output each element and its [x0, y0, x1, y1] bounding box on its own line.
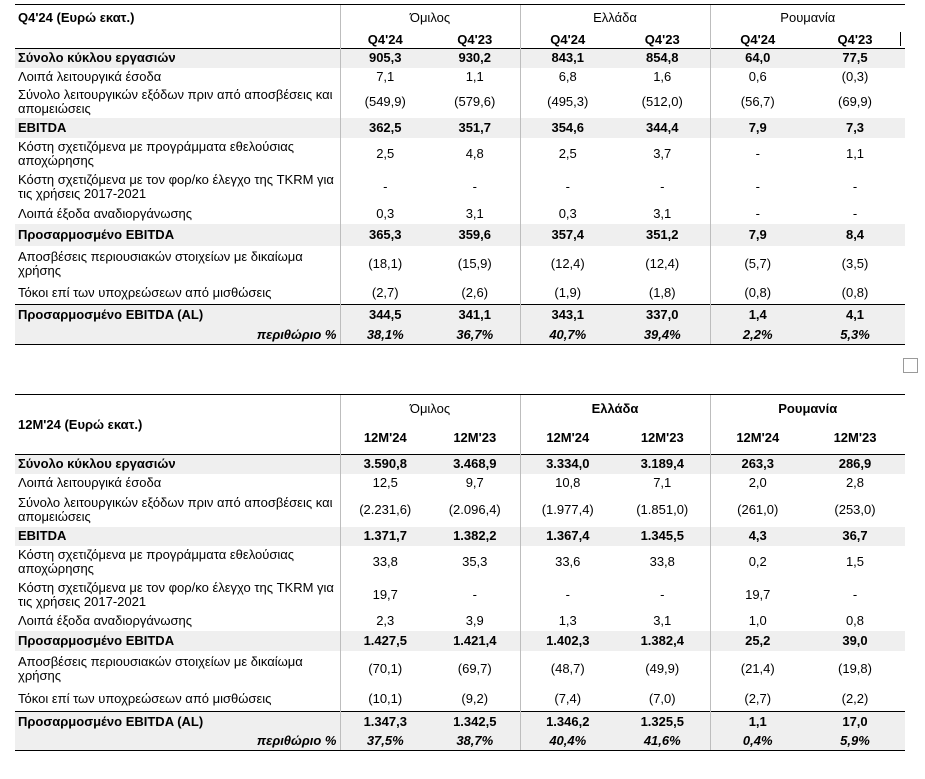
cell: 1,4	[710, 305, 805, 326]
cell: (2,7)	[710, 688, 805, 712]
cell: 4,3	[710, 527, 805, 546]
cell: 33,6	[520, 546, 615, 579]
column-header: 12M'24	[520, 423, 615, 455]
cell: 3.468,9	[430, 455, 520, 474]
cell: 40,4%	[520, 732, 615, 751]
cell: 36,7%	[430, 326, 520, 345]
row-label: Λοιπά έξοδα αναδιοργάνωσης	[18, 613, 193, 628]
cell: (0,3)	[841, 69, 869, 84]
cell: (1,9)	[520, 282, 615, 305]
cell: 359,6	[430, 224, 520, 246]
cell: -	[520, 579, 615, 612]
cell: 36,7	[805, 527, 905, 546]
cell: (2.231,6)	[340, 493, 430, 527]
cell: (1.977,4)	[520, 493, 615, 527]
cell: 2,2%	[710, 326, 805, 345]
cell: (7,0)	[648, 691, 676, 707]
cell: 17,0	[805, 712, 905, 732]
cell: (261,0)	[710, 493, 805, 527]
cell: -	[710, 138, 805, 171]
cell: 1.325,5	[615, 712, 710, 732]
row-label: Σύνολο κύκλου εργασιών	[15, 49, 340, 68]
table-row	[15, 527, 905, 546]
table-row	[15, 631, 905, 651]
column-header: Q4'24	[520, 32, 615, 49]
cell: 41,6%	[615, 732, 710, 751]
cell: 7,1	[653, 475, 672, 490]
cell: (7,4)	[520, 688, 615, 712]
cell: 286,9	[805, 455, 905, 474]
financials-table-q4	[15, 4, 905, 345]
cell: 930,2	[430, 49, 520, 68]
table-row	[15, 138, 905, 171]
cell: 5,3%	[805, 326, 905, 345]
cell: 1.342,5	[430, 712, 520, 732]
cell: 1.367,4	[520, 527, 615, 546]
cell: -	[852, 205, 858, 221]
column-header: Q4'24	[340, 32, 430, 49]
table-row	[15, 474, 905, 493]
table-row	[15, 118, 905, 138]
cell: 7,9	[710, 224, 805, 246]
cell: -	[472, 587, 477, 602]
cell: 344,4	[615, 118, 710, 138]
cell: 0,8	[845, 613, 865, 628]
row-label: Κόστη σχετιζόμενα με προγράμματα εθελούσιας αποχώρησης	[18, 139, 295, 168]
row-label: περιθώριο %	[15, 732, 340, 751]
cell: (0,8)	[841, 284, 869, 300]
cell: 38,1%	[340, 326, 430, 345]
cell: 2,0	[710, 474, 805, 493]
row-label: Προσαρμοσμένο EBITDA	[15, 224, 340, 246]
cell: 1,5	[845, 554, 865, 569]
cell: 7,1	[340, 68, 430, 87]
cell: (15,9)	[457, 255, 492, 271]
cell: 905,3	[340, 49, 430, 68]
cell: 0,2	[710, 546, 805, 579]
cell: 9,7	[465, 475, 484, 490]
cell: 35,3	[462, 554, 488, 569]
cell: (21,4)	[710, 651, 805, 688]
row-label: Αποσβέσεις περιουσιακών στοιχείων με δικαίωμα χρήσης	[18, 248, 303, 278]
cell: (253,0)	[834, 501, 876, 517]
cell: 1.427,5	[340, 631, 430, 651]
row-label: Προσαρμοσμένο EBITDA (AL)	[15, 712, 340, 732]
cell: 341,1	[430, 305, 520, 326]
cell: 3,1	[465, 205, 484, 221]
group-header: Όμιλος	[340, 395, 520, 423]
row-label: Προσαρμοσμένο EBITDA (AL)	[15, 305, 340, 326]
cell: 1.345,5	[615, 527, 710, 546]
table-row	[15, 493, 905, 527]
table-row	[15, 224, 905, 246]
cell: -	[852, 587, 858, 602]
table-row	[15, 87, 905, 118]
cell: 1.371,7	[340, 527, 430, 546]
table-row	[15, 305, 905, 326]
cell: 357,4	[520, 224, 615, 246]
cell: 263,3	[710, 455, 805, 474]
cell: 77,5	[805, 49, 905, 68]
cell: 3,9	[465, 613, 484, 628]
cell: (49,9)	[645, 661, 680, 676]
row-label: Λοιπά λειτουργικά έσοδα	[18, 475, 162, 490]
row-label: Σύνολο λειτουργικών εξόδων πριν από αποσβέσεις και απομειώσεις	[18, 87, 333, 116]
cell: -	[472, 179, 477, 194]
column-header: 12M'23	[640, 430, 684, 446]
cell: 354,6	[520, 118, 615, 138]
cell: (2,7)	[340, 282, 430, 305]
cell: -	[660, 179, 665, 194]
cell: -	[710, 204, 805, 224]
row-label: Προσαρμοσμένο EBITDA	[15, 631, 340, 651]
row-label: Κόστη σχετιζόμενα με προγράμματα εθελούσιας αποχώρησης	[18, 547, 295, 576]
cell: 7,9	[710, 118, 805, 138]
cell: 0,4%	[710, 732, 805, 751]
cell: 4,8	[465, 146, 484, 161]
cell: 37,5%	[340, 732, 430, 751]
row-label: Σύνολο κύκλου εργασιών	[15, 455, 340, 474]
cell: 64,0	[710, 49, 805, 68]
table-row	[15, 688, 905, 712]
cell: 3.590,8	[340, 455, 430, 474]
cell: 25,2	[710, 631, 805, 651]
table-row	[15, 68, 905, 87]
table-row	[15, 282, 905, 305]
row-label: Τόκοι επί των υποχρεώσεων από μισθώσεις	[18, 691, 272, 707]
cell: (69,9)	[838, 94, 872, 109]
cell: (2.096,4)	[448, 501, 501, 517]
table-row	[15, 171, 905, 204]
cell: (19,8)	[838, 661, 872, 676]
cell: (12,4)	[645, 255, 680, 271]
cell: 1.346,2	[520, 712, 615, 732]
cell: 2,5	[340, 138, 430, 171]
group-header: Όμιλος	[340, 5, 520, 32]
column-header: Q4'23	[457, 31, 493, 47]
cell: 3,1	[653, 613, 672, 628]
row-label: Κόστη σχετιζόμενα με τον φορ/κο έλεγχο της TKRM για τις χρήσεις 2017-2021	[18, 580, 334, 609]
cell: 10,8	[520, 474, 615, 493]
cell: (1.851,0)	[636, 501, 689, 517]
cell: -	[710, 171, 805, 204]
table-title: 12M'24 (Ευρώ εκατ.)	[15, 395, 340, 455]
cell: 33,8	[649, 554, 675, 569]
cell: (495,3)	[520, 87, 615, 118]
table-row	[15, 204, 905, 224]
financials-table-12m	[15, 394, 905, 751]
cell: 6,8	[520, 68, 615, 87]
cell: (2,6)	[461, 284, 489, 300]
group-header: Ελλάδα	[520, 395, 710, 423]
cell: 365,3	[340, 224, 430, 246]
cell: 39,0	[805, 631, 905, 651]
cell: 19,7	[340, 579, 430, 612]
cell: -	[520, 171, 615, 204]
cell: 33,8	[340, 546, 430, 579]
cell: 843,1	[520, 49, 615, 68]
cell: (0,8)	[710, 282, 805, 305]
cell: 4,1	[805, 305, 905, 326]
row-label: Σύνολο λειτουργικών εξόδων πριν από αποσβέσεις και απομειώσεις	[18, 494, 333, 524]
group-header: Ρουμανία	[710, 5, 905, 32]
cell: 854,8	[615, 49, 710, 68]
cell: 1.421,4	[430, 631, 520, 651]
table-row	[15, 712, 905, 732]
cell: (512,0)	[641, 94, 683, 109]
cell: 1,1	[710, 712, 805, 732]
table-row	[15, 546, 905, 579]
cell: -	[852, 179, 858, 194]
table-title: Q4'24 (Ευρώ εκατ.)	[15, 5, 340, 32]
column-header: 12M'23	[833, 430, 877, 446]
cell: (69,7)	[457, 661, 492, 676]
cell: 1,6	[653, 69, 672, 84]
cell: 1.382,2	[430, 527, 520, 546]
column-header: 12M'23	[453, 430, 497, 446]
cell: 1,3	[520, 612, 615, 631]
row-label: Αποσβέσεις περιουσιακών στοιχείων με δικαίωμα χρήσης	[18, 654, 303, 683]
table-row	[15, 579, 905, 612]
table-row	[15, 732, 905, 751]
cell: (579,6)	[454, 94, 496, 109]
column-header: Q4'23	[837, 31, 873, 47]
row-label: EBITDA	[15, 118, 340, 138]
cell: 2,5	[520, 138, 615, 171]
row-label: Κόστη σχετιζόμενα με τον φορ/κο έλεγχο της TKRM για τις χρήσεις 2017-2021	[18, 172, 334, 201]
table-row	[15, 246, 905, 282]
row-label: Λοιπά έξοδα αναδιοργάνωσης	[18, 205, 193, 221]
cell: (70,1)	[340, 651, 430, 688]
cell: 7,3	[805, 118, 905, 138]
table-row	[15, 326, 905, 345]
cell: -	[660, 587, 665, 602]
row-label: Τόκοι επί των υποχρεώσεων από μισθώσεις	[18, 284, 272, 300]
cell: (18,1)	[340, 246, 430, 282]
cell: 3,7	[653, 146, 672, 161]
group-header: Ρουμανία	[710, 395, 905, 423]
table-row	[15, 49, 905, 68]
cell: 344,5	[340, 305, 430, 326]
cell: (12,4)	[520, 246, 615, 282]
cell: 351,7	[430, 118, 520, 138]
cell: 38,7%	[430, 732, 520, 751]
cell: 337,0	[615, 305, 710, 326]
cell: 19,7	[710, 579, 805, 612]
cell: 3.334,0	[520, 455, 615, 474]
cell: 2,8	[845, 475, 865, 490]
cell: (5,7)	[710, 246, 805, 282]
cell: -	[340, 171, 430, 204]
group-header: Ελλάδα	[520, 5, 710, 32]
table-row	[15, 612, 905, 631]
cell: (3,5)	[841, 255, 869, 271]
cell: 0,6	[710, 68, 805, 87]
table-resize-handle[interactable]	[903, 358, 918, 373]
row-label: περιθώριο %	[15, 326, 340, 345]
row-label: Λοιπά λειτουργικά έσοδα	[18, 69, 162, 84]
cell: (549,9)	[340, 87, 430, 118]
cell: 362,5	[340, 118, 430, 138]
column-header: Q4'23	[644, 31, 680, 47]
cell: 1.347,3	[340, 712, 430, 732]
cell: 5,9%	[805, 732, 905, 751]
cell: (2,2)	[841, 691, 869, 707]
cell: 12,5	[340, 474, 430, 493]
cell: 0,3	[520, 204, 615, 224]
cell: (1,8)	[648, 284, 676, 300]
cell: (48,7)	[520, 651, 615, 688]
cell: 1,0	[710, 612, 805, 631]
cell: 3,1	[653, 205, 672, 221]
cell: (56,7)	[710, 87, 805, 118]
cell: 351,2	[615, 224, 710, 246]
cell: 3.189,4	[615, 455, 710, 474]
column-header: Q4'24	[710, 32, 805, 49]
cell: 1.402,3	[520, 631, 615, 651]
cell: 1,1	[465, 69, 484, 84]
table-row	[15, 455, 905, 474]
cell: 39,4%	[615, 326, 710, 345]
cell: 343,1	[520, 305, 615, 326]
table-row	[15, 651, 905, 688]
column-header: 12M'24	[340, 423, 430, 455]
cell: (9,2)	[461, 691, 489, 707]
cell: (10,1)	[340, 688, 430, 712]
cell: 40,7%	[520, 326, 615, 345]
cell: 1.382,4	[615, 631, 710, 651]
cell: 8,4	[805, 224, 905, 246]
text-cursor	[900, 32, 901, 46]
cell: 1,1	[845, 146, 865, 161]
row-label: EBITDA	[15, 527, 340, 546]
cell: 2,3	[340, 612, 430, 631]
cell: 0,3	[340, 204, 430, 224]
column-header: 12M'24	[710, 423, 805, 455]
